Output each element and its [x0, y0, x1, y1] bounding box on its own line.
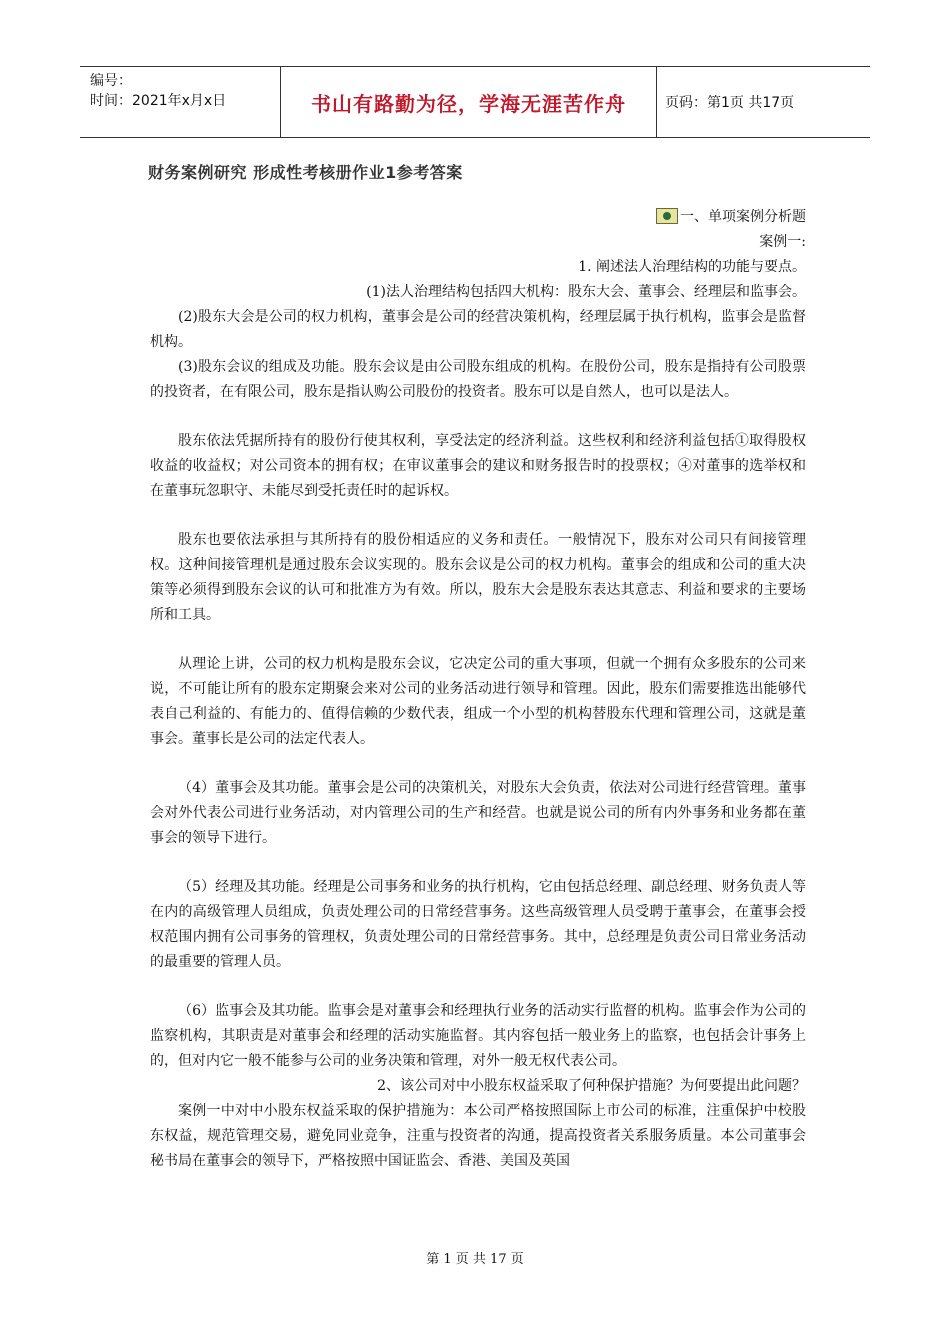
document-title: 财务案例研究 形成性考核册作业1参考答案 — [148, 163, 463, 182]
point-1: (1)法人治理结构包括四大机构：股东大会、董事会、经理层和监事会。 — [366, 284, 806, 300]
paragraph-duties: 股东也要依法承担与其所持有的股份相适应的义务和责任。一般情况下，股东对公司只有间接管理权。这种间接管理机是通过股东会议实现的。股东会议是公司的权力机构。董事会的组成和公司的重大决策等必须得到股东会议的认可和批准方为有效。所以，股东大会是股东表达其意志、利益和要求的主要场所和工具。 — [150, 532, 806, 623]
point-4: （4）董事会及其功能。董事会是公司的决策机关，对股东大会负责，依法对公司进行经营管理。董事会对外代表公司进行业务活动，对内管理公司的生产和经营。也就是说公司的所有内外事务和业务都在董事会的领导下进行。 — [150, 780, 806, 846]
case-label: 案例一: — [759, 234, 806, 250]
point-5: （5）经理及其功能。经理是公司事务和业务的执行机构，它由包括总经理、副总经理、财务负责人等在内的高级管理人员组成，负责处理公司的日常经营事务。这些高级管理人员受聘于董事会，在董事会授权范围内拥有公司事务的管理权，负责处理公司的日常经营事务。其中，总经理是负责公司日常业务活动的最重要的管理人员。 — [150, 879, 806, 970]
paragraph-rights: 股东依法凭据所持有的股份行使其权利，享受法定的经济利益。这些权利和经济利益包括①取得股权收益的收益权；对公司资本的拥有权；在审议董事会的建议和财务报告时的投票权；④对董事的选举权和在董事玩忽职守、未能尽到受托责任时的起诉权。 — [150, 433, 806, 499]
point-3: (3)股东会议的组成及功能。股东会议是由公司股东组成的机构。在股份公司，股东是指持有公司股票的投资者，在有限公司，股东是指认购公司股份的投资者。股东可以是自然人，也可以是法人。 — [150, 359, 806, 400]
point-2: (2)股东大会是公司的权力机构，董事会是公司的经营决策机构，经理层属于执行机构，监事会是监督机构。 — [150, 309, 806, 350]
page-info: 页码：第1页 共17页 — [665, 95, 795, 111]
document-body — [150, 205, 806, 1174]
question-2: 2、该公司对中小股东权益采取了何种保护措施？为何要提出此问题？ — [377, 1078, 806, 1094]
section-icon — [656, 208, 678, 224]
number-label: 编号： — [90, 73, 132, 89]
header-motto-cell — [281, 67, 657, 137]
date-line: 时间：2021年x月x日 — [90, 93, 227, 109]
paragraph-theory: 从理论上讲，公司的权力机构是股东会议，它决定公司的重大事项，但就一个拥有众多股东的公司来说，不可能让所有的股东定期聚会来对公司的业务活动进行领导和管理。因此，股东们需要推选出能够代表自己利益的、有能力的、值得信赖的少数代表，组成一个小型的机构替股东代理和管理公司，这就是董事会。董事长是公司的法定代表人。 — [150, 656, 806, 747]
answer-2: 案例一中对中小股东权益采取的保护措施为：本公司严格按照国际上市公司的标准，注重保护中校股东权益，规范管理交易，避免同业竞争，注重与投资者的沟通，提高投资者关系服务质量。本公司董事会秘书局在董事会的领导下，严格按照中国证监会、香港、美国及英国 — [150, 1103, 806, 1169]
header-page-cell — [657, 67, 870, 137]
document-header — [80, 66, 870, 138]
point-6: （6）监事会及其功能。监事会是对董事会和经理执行业务的活动实行监督的机构。监事会作为公司的监察机构，其职责是对董事会和经理的活动实施监督。其内容包括一般业务上的监察，也包括会计事务上的，但对内它一般不能参与公司的业务决策和管理，对外一般无权代表公司。 — [150, 1003, 806, 1069]
page-footer: 第 1 页 共 17 页 — [426, 1252, 524, 1267]
motto-text: 书山有路勤为径，学海无涯苦作舟 — [311, 91, 626, 116]
section-heading-text: 一、单项案例分析题 — [680, 209, 806, 225]
header-meta-cell — [80, 67, 281, 137]
question-1: 1. 阐述法人治理结构的功能与要点。 — [578, 259, 806, 275]
section-heading — [150, 205, 806, 230]
